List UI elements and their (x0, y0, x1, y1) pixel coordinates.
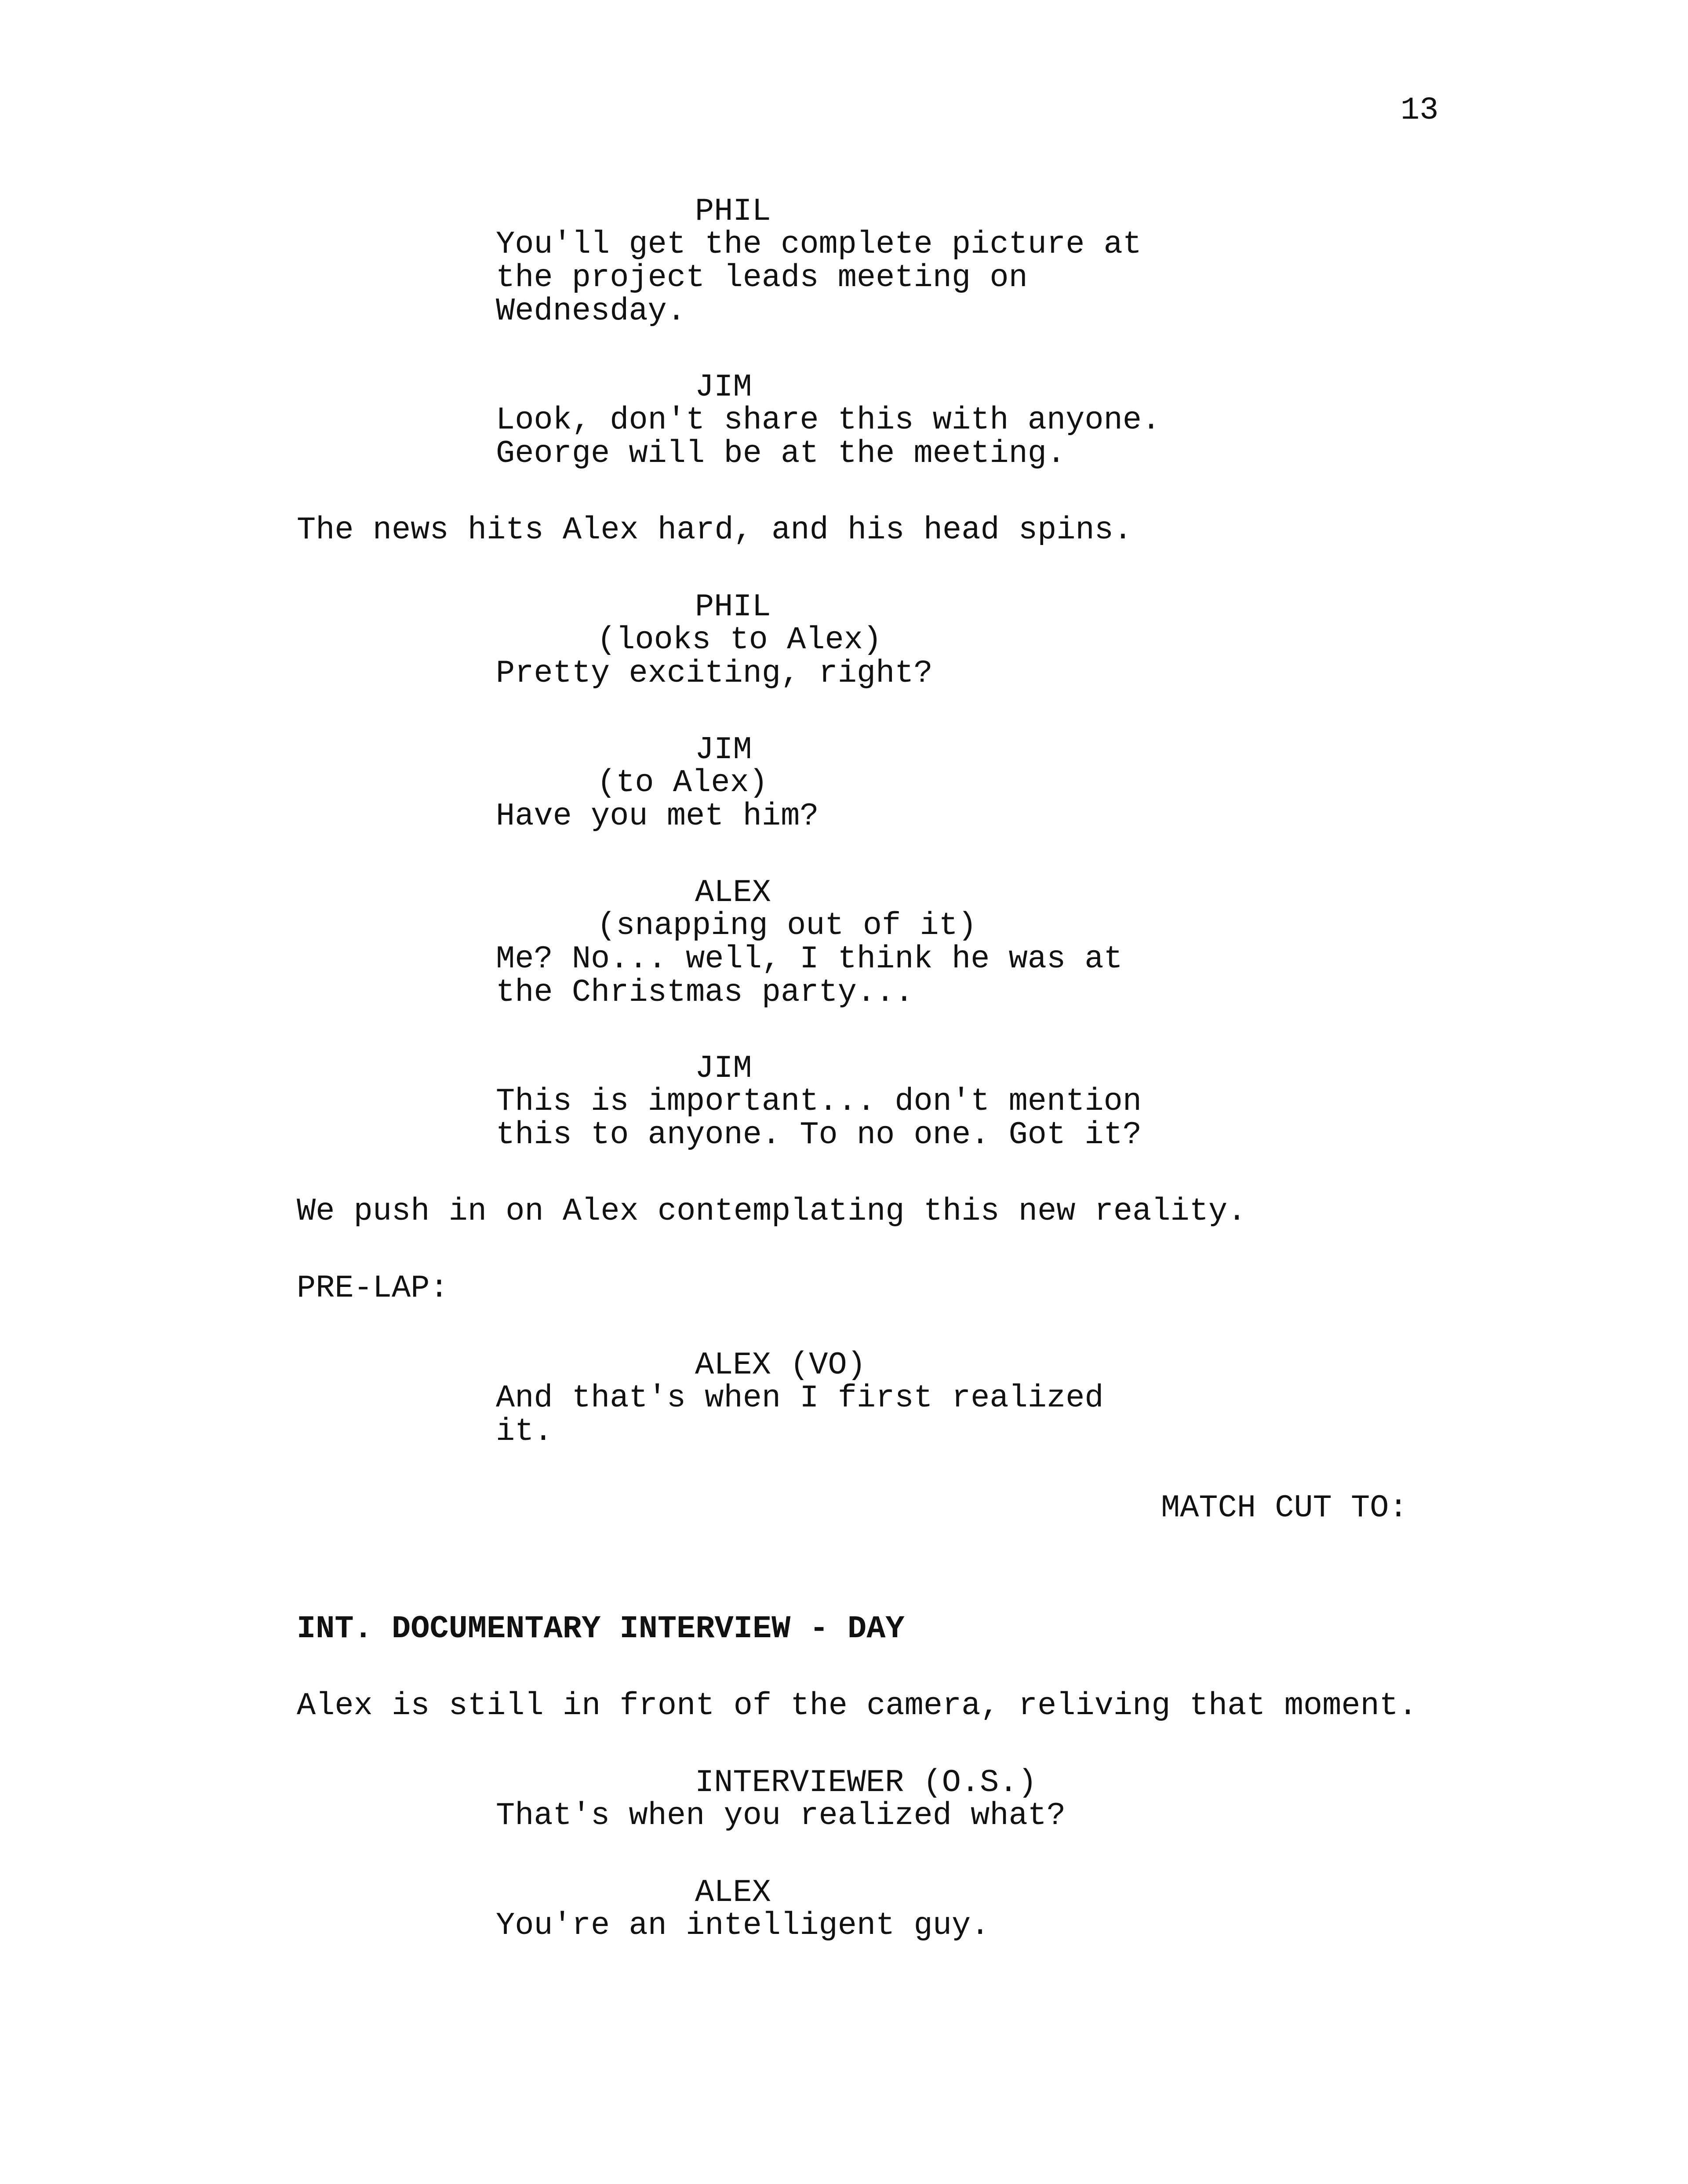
parenthetical: (looks to Alex) (597, 622, 882, 658)
action-line: The news hits Alex hard, and his head spins. (297, 512, 1133, 548)
page-number: 13 (1401, 92, 1439, 128)
transition: MATCH CUT TO: (1161, 1490, 1408, 1526)
action-line: PRE-LAP: (297, 1270, 449, 1306)
character-cue: JIM (695, 1050, 752, 1087)
dialogue-line: You're an intelligent guy. (496, 1908, 990, 1944)
dialogue-line: Me? No... well, I think he was at (496, 941, 1123, 977)
dialogue-line: it. (496, 1414, 553, 1450)
action-line: Alex is still in front of the camera, reliving that moment. (297, 1688, 1418, 1724)
action-line: We push in on Alex contemplating this new reality. (297, 1193, 1247, 1229)
character-cue: JIM (695, 732, 752, 768)
dialogue-line: the project leads meeting on (496, 260, 1028, 296)
character-cue: INTERVIEWER (O.S.) (695, 1765, 1037, 1801)
dialogue-line: Wednesday. (496, 293, 686, 329)
dialogue-line: George will be at the meeting. (496, 436, 1066, 472)
character-cue: PHIL (695, 193, 771, 229)
character-cue: ALEX (VO) (695, 1347, 866, 1383)
character-cue: ALEX (695, 875, 771, 911)
scene-heading: INT. DOCUMENTARY INTERVIEW - DAY (297, 1611, 905, 1647)
character-cue: JIM (695, 369, 752, 405)
dialogue-line: Look, don't share this with anyone. (496, 402, 1161, 438)
dialogue-line: Pretty exciting, right? (496, 655, 933, 691)
dialogue-line: This is important... don't mention (496, 1083, 1142, 1119)
dialogue-line: And that's when I first realized (496, 1380, 1104, 1416)
character-cue: ALEX (695, 1875, 771, 1911)
dialogue-line: this to anyone. To no one. Got it? (496, 1117, 1142, 1153)
dialogue-line: That's when you realized what? (496, 1798, 1066, 1834)
character-cue: PHIL (695, 589, 771, 625)
dialogue-line: You'll get the complete picture at (496, 226, 1142, 262)
parenthetical: (snapping out of it) (597, 908, 977, 944)
parenthetical: (to Alex) (597, 765, 768, 801)
dialogue-line: Have you met him? (496, 798, 819, 834)
dialogue-line: the Christmas party... (496, 974, 914, 1010)
